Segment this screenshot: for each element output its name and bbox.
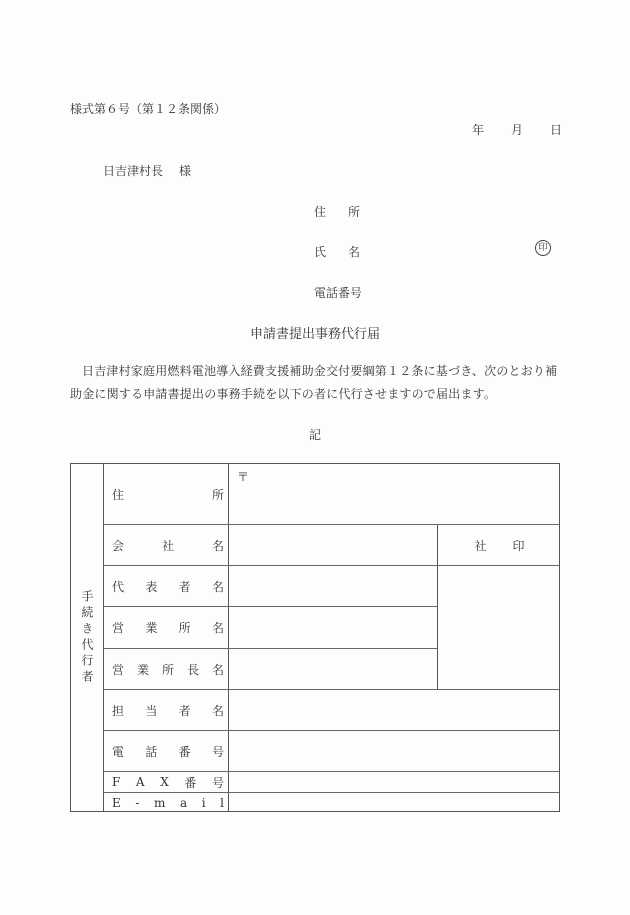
ki-heading: 記 — [308, 428, 321, 442]
seal-icon: 印 — [535, 240, 551, 256]
applicant-address-label: 住所 — [314, 205, 360, 219]
email-input[interactable] — [229, 793, 559, 811]
company-seal-label: 社 印 — [474, 539, 525, 553]
date-year-label: 年 — [472, 123, 485, 137]
row-label-address: 住 所 — [112, 487, 224, 502]
agent-address-input[interactable] — [229, 464, 559, 524]
body-text: 日吉津村家庭用燃料電池導入経費支援補助金交付要綱第１２条に基づき、次のとおり補助金に関する申請書提出の事務手続を以下の者に代行させますので届出ます。 — [70, 364, 558, 401]
form-number: 様式第６号（第１２条関係） — [70, 102, 227, 116]
row-label-office-manager-name: 営 業 所 長 名 — [112, 662, 224, 677]
postal-mark: 〒 — [237, 470, 250, 484]
date-field — [472, 121, 562, 138]
fax-input[interactable] — [229, 772, 559, 792]
addressee-suffix: 様 — [179, 164, 192, 178]
company-seal-area[interactable] — [438, 566, 559, 689]
applicant-name-label: 氏名 — [314, 245, 360, 259]
applicant-phone-field[interactable] — [314, 284, 362, 301]
addressee — [103, 162, 191, 179]
company-name-input[interactable] — [229, 525, 437, 565]
row-label-contact-person: 担 当 者 名 — [112, 703, 224, 718]
phone-input[interactable] — [229, 731, 559, 771]
applicant-address-field[interactable] — [314, 203, 360, 220]
agent-group-label: 手続き代行者 — [80, 589, 94, 686]
row-label-representative-name: 代 表 者 名 — [112, 579, 224, 594]
row-label-fax: F A X 番 号 — [112, 775, 224, 790]
office-name-input[interactable] — [229, 607, 437, 648]
date-day-label: 日 — [549, 123, 562, 137]
applicant-phone-label: 電話番号 — [314, 286, 363, 300]
row-label-office-name: 営 業 所 名 — [112, 621, 224, 635]
row-label-phone: 電 話 番 号 — [112, 744, 224, 759]
contact-person-input[interactable] — [229, 690, 559, 730]
agent-table — [70, 463, 560, 812]
document-title: 申請書提出事務代行届 — [249, 327, 380, 342]
office-manager-name-input[interactable] — [229, 649, 437, 689]
applicant-name-field[interactable] — [314, 243, 360, 260]
addressee-name: 日吉津村長 — [103, 164, 164, 178]
date-month-label: 月 — [510, 123, 523, 137]
representative-name-input[interactable] — [229, 566, 437, 606]
row-label-company-name: 会 社 名 — [112, 538, 224, 553]
row-label-email: E - m a i l — [112, 795, 224, 810]
